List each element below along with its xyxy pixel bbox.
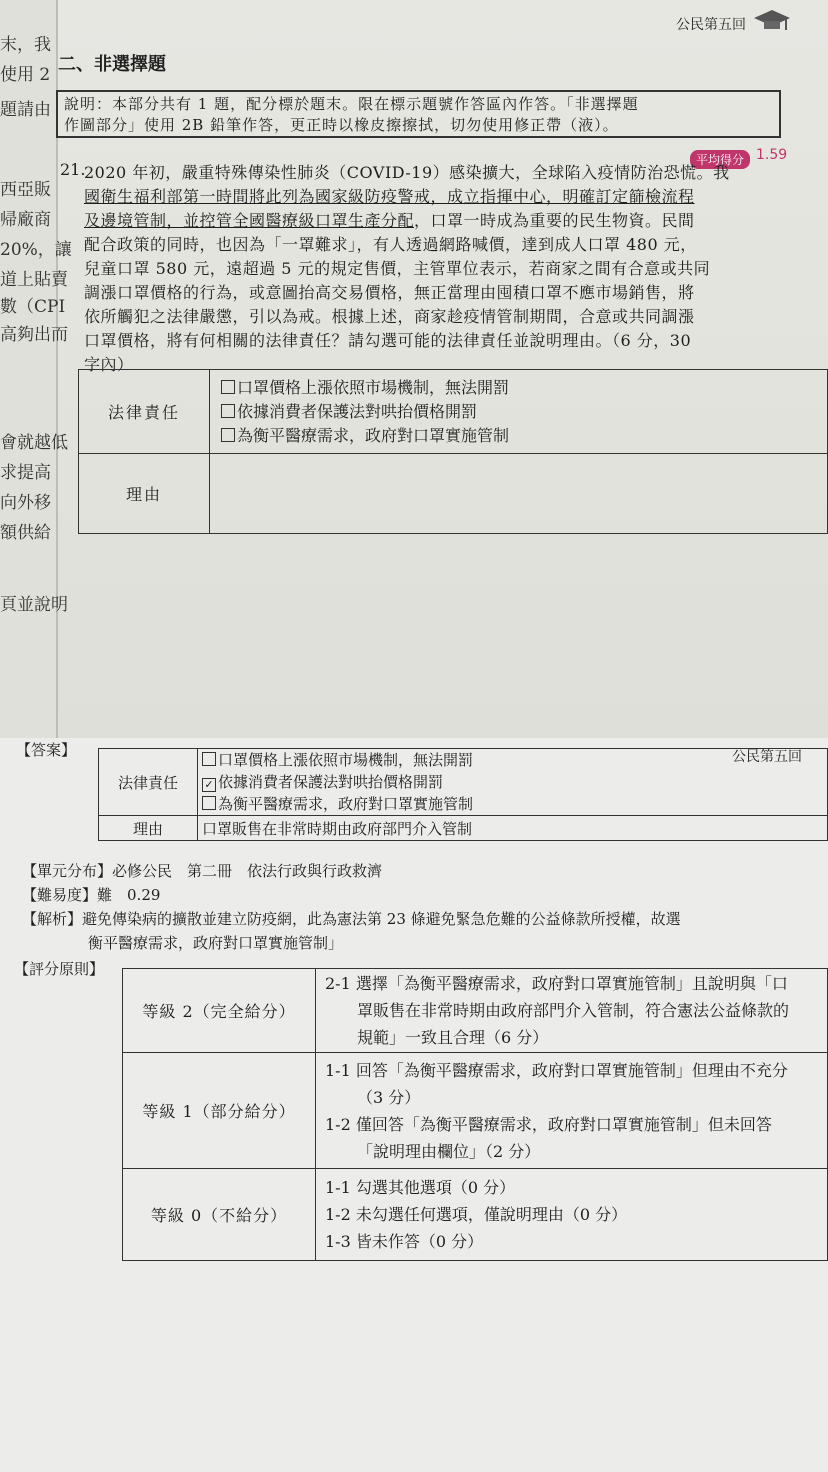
answer-option-label: 依據消費者保護法對哄抬價格開罰 xyxy=(218,773,444,791)
left-page-fragment: 使用 2 xyxy=(0,65,51,85)
checkmark-icon: ✓ xyxy=(202,778,216,792)
average-score-badge: 平均得分 xyxy=(690,150,750,169)
rubric-line: 罩販售在非常時期由政府部門介入管制，符合憲法公益條款的 xyxy=(357,1001,790,1020)
answer-option xyxy=(202,793,823,815)
rubric-label-text: 【評分原則】 xyxy=(14,960,105,978)
question-line-rest: ，口罩一時成為重要的民生物資。民間 xyxy=(414,211,695,230)
answer-reason: 口罩販售在非常時期由政府部門介入管制 xyxy=(198,816,828,841)
question-line: 調漲口罩價格的行為，或意圖抬高交易價格，無正當理由囤積口罩不應市場銷售，將 xyxy=(84,283,695,302)
question-line: 口罩價格，將有何相關的法律責任？請勾選可能的法律責任並說明理由。（6 分，30 xyxy=(84,331,692,350)
page-header-tag: 公民第五回 xyxy=(732,749,802,765)
left-page-fragment: 西亞販 xyxy=(0,180,51,200)
rubric-table xyxy=(122,968,828,1261)
left-page-fragment: 向外移 xyxy=(0,493,51,513)
rubric-line: 規範」一致且合理（6 分） xyxy=(357,1028,549,1047)
checkbox-icon[interactable] xyxy=(221,404,235,418)
rubric-line: （3 分） xyxy=(357,1087,421,1107)
section-title: 二、非選擇題 xyxy=(58,54,166,75)
rubric-line: 1-1 勾選其他選項（0 分） xyxy=(325,1178,516,1197)
left-facing-page xyxy=(0,0,72,738)
answer-options xyxy=(198,749,828,816)
answer-option xyxy=(202,749,823,771)
question-line: 兒童口罩 580 元，遠超過 5 元的規定售價，主管單位表示，若商家之間有合意或共同 xyxy=(84,259,711,278)
instructions-line: 說明：本部分共有 1 題，配分標於題末。限在標示題號作答區內作答。「非選擇題 xyxy=(64,95,639,113)
analysis-text: 避免傳染病的擴散並建立防疫網，此為憲法第 23 條避免緊急危難的公益條款所授權，故選 xyxy=(82,910,681,928)
answer-table xyxy=(98,748,828,841)
answer-form-table xyxy=(78,369,828,534)
unit-label: 【單元分布】 xyxy=(22,862,113,880)
option-label: 依據消費者保護法對哄抬價格開罰 xyxy=(237,401,478,421)
rubric-line: 1-2 僅回答「為衡平醫療需求，政府對口罩實施管制」但未回答 xyxy=(325,1114,772,1134)
answer-liability-label: 法律責任 xyxy=(99,749,198,816)
reason-label: 理由 xyxy=(79,454,210,534)
question-line: 依所觸犯之法律嚴懲，引以為戒。根據上述，商家趁疫情管制期間，合意或共同調漲 xyxy=(84,307,695,326)
left-page-fragment: 20%，讓 xyxy=(0,240,72,260)
reason-input-area[interactable] xyxy=(210,454,828,534)
answer-reason-label: 理由 xyxy=(99,816,198,841)
difficulty xyxy=(22,884,160,905)
option-consumer-protection[interactable] xyxy=(211,400,826,424)
checkbox-icon xyxy=(202,752,216,766)
question-line: 字內） xyxy=(84,355,134,374)
question-line: 配合政策的同時，也因為「一罩難求」，有人透過網路喊價，達到成人口罩 480 元， xyxy=(84,235,697,254)
liability-options xyxy=(210,370,828,454)
graduation-cap-icon xyxy=(752,8,792,36)
rubric-level: 等級 1（部分給分） xyxy=(123,1053,316,1169)
rubric-level: 等級 0（不給分） xyxy=(123,1169,316,1261)
left-page-fragment: 求提高 xyxy=(0,463,51,483)
question-line: 國衛生福利部第一時間將此列為國家級防疫警戒，成立指揮中心，明確訂定篩檢流程 xyxy=(84,187,695,206)
left-page-fragment: 帰廠商 xyxy=(0,210,51,230)
rubric-level: 等級 2（完全給分） xyxy=(123,969,316,1053)
left-page-fragment: 道上貼賣 xyxy=(0,270,68,290)
instructions-line: 作圖部分」使用 2B 鉛筆作答，更正時以橡皮擦擦拭，切勿使用修正帶（液）。 xyxy=(64,116,619,134)
rubric-criteria xyxy=(316,1169,828,1261)
rubric-label xyxy=(14,958,104,979)
legal-liability-label: 法律責任 xyxy=(79,370,210,454)
average-score-value: 1.59 xyxy=(756,147,788,163)
rubric-line: 1-3 皆未作答（0 分） xyxy=(325,1232,484,1251)
left-page-fragment: 高夠出而 xyxy=(0,325,68,345)
answer-option-label: 為衡平醫療需求，政府對口罩實施管制 xyxy=(218,795,474,813)
instructions-box xyxy=(56,90,781,138)
checkbox-icon[interactable] xyxy=(221,428,235,442)
analysis-continued: 衡平醫療需求，政府對口罩實施管制」 xyxy=(88,934,344,952)
analysis-label: 【解析】 xyxy=(22,910,83,928)
question-line xyxy=(84,208,695,231)
option-market-mechanism[interactable] xyxy=(211,376,826,400)
question-number: 21. xyxy=(60,160,86,179)
page-header-tag: 公民第五回 xyxy=(676,17,746,33)
rubric-line: 1-1 回答「為衡平醫療需求，政府對口罩實施管制」但理由不充分 xyxy=(325,1060,788,1080)
rubric-criteria xyxy=(316,1053,828,1169)
left-page-fragment: 數（CPI xyxy=(0,297,66,317)
option-label: 口罩價格上漲依照市場機制，無法開罰 xyxy=(237,377,510,397)
difficulty-label: 【難易度】 xyxy=(22,886,98,904)
answer-label: 【答案】 xyxy=(16,741,77,759)
unit-text: 必修公民 第二冊 依法行政與行政救濟 xyxy=(112,862,383,880)
analysis xyxy=(22,908,681,929)
question-line-underlined: 及邊境管制，並控管全國醫療級口罩生產分配 xyxy=(84,211,415,230)
question-line: 2020 年初，嚴重特殊傳染性肺炎（COVID-19）感染擴大，全球陷入疫情防治恐慌。我 xyxy=(84,163,730,182)
option-government-control[interactable] xyxy=(211,424,826,448)
option-label: 為衡平醫療需求，政府對口罩實施管制 xyxy=(237,425,510,445)
rubric-line: 2-1 選擇「為衡平醫療需求，政府對口罩實施管制」且說明與「口 xyxy=(325,974,788,993)
left-page-fragment: 額供給 xyxy=(0,523,51,543)
answer-option-label: 口罩價格上漲依照市場機制，無法開罰 xyxy=(218,751,474,769)
left-page-fragment: 頁並說明 xyxy=(0,595,68,615)
unit-distribution xyxy=(22,860,382,881)
checkbox-icon[interactable] xyxy=(221,380,235,394)
rubric-line: 「說明理由欄位」（2 分） xyxy=(357,1141,541,1161)
rubric-line: 1-2 未勾選任何選項，僅說明理由（0 分） xyxy=(325,1205,628,1224)
checkbox-icon xyxy=(202,796,216,810)
left-page-fragment: 末，我 xyxy=(0,35,51,55)
answer-option-checked xyxy=(202,771,823,793)
left-page-fragment: 會就越低 xyxy=(0,433,68,453)
difficulty-text: 難 0.29 xyxy=(97,886,161,904)
left-page-fragment: 題請由 xyxy=(0,100,51,120)
rubric-criteria xyxy=(316,969,828,1053)
